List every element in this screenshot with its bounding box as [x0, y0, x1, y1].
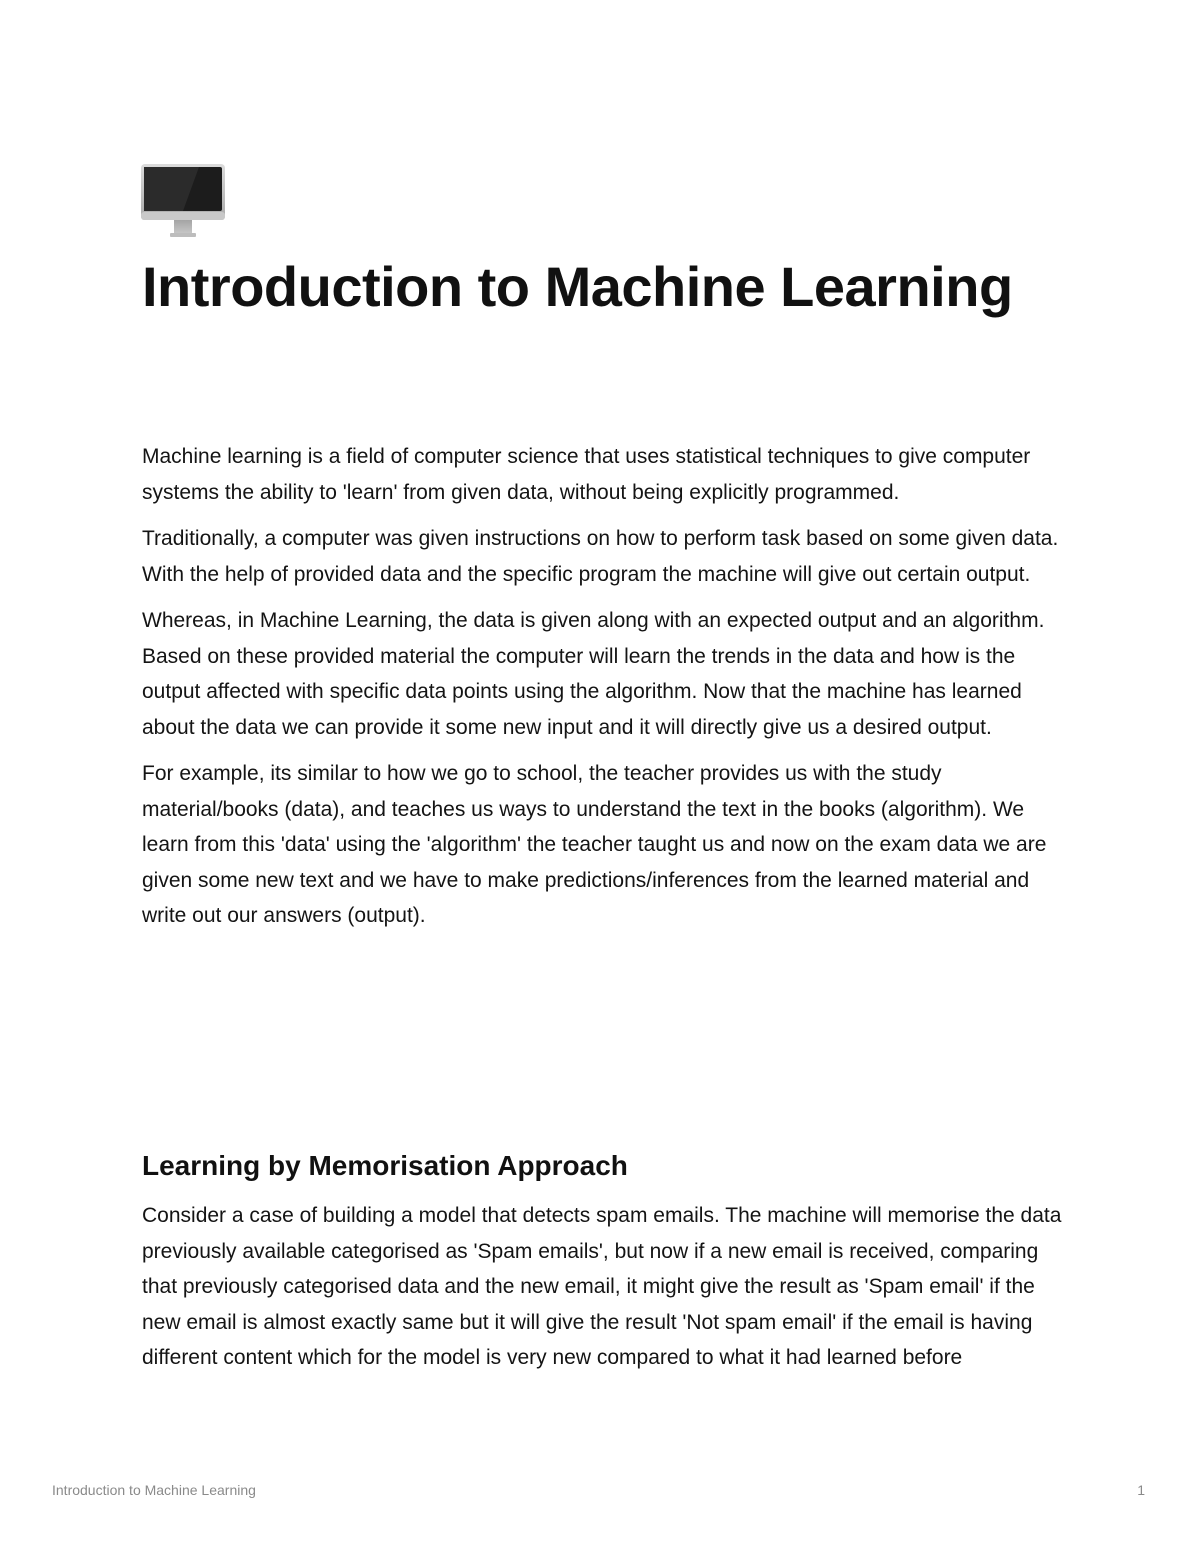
- paragraph: For example, its similar to how we go to school, the teacher provides us with the study material/books (data), and teaches us ways to understand the text in the books (algorithm). We learn from this 'data' using the 'algorithm' the teacher taught us and now on the exam data we are given some new text and we have to make predictions/inferences from the learned material and write out our answers (output).: [142, 762, 1047, 927]
- footer-document-title: Introduction to Machine Learning: [52, 1482, 256, 1498]
- paragraph: Traditionally, a computer was given instructions on how to perform task based on some given data. With the help of provided data and the specific program the machine will give out certain output.: [142, 527, 1059, 586]
- paragraph: Machine learning is a field of computer science that uses statistical techniques to give computer systems the ability to 'learn' from given data, without being explicitly programmed.: [142, 445, 1031, 504]
- section-heading: Learning by Memorisation Approach: [142, 1150, 628, 1181]
- page-title: Introduction to Machine Learning: [142, 255, 1013, 318]
- footer-page-number: 1: [1137, 1482, 1145, 1498]
- paragraph: Consider a case of building a model that detects spam emails. The machine will memorise the data previously available categorised as 'Spam emails', but now if a new email is received, comparing that previously categorised data and the new email, it might give the result as 'Spam email' if the new email is almost exactly same but it will give the result 'Not spam email' if the email is having different content which for the model is very new compared to what it had learned before: [142, 1204, 1062, 1369]
- desktop-computer-icon: [141, 162, 225, 238]
- section-body: [142, 1198, 1062, 1376]
- intro-body: [142, 439, 1062, 945]
- paragraph: Whereas, in Machine Learning, the data is given along with an expected output and an algorithm. Based on these provided material the computer will learn the trends in the data and how is the output affected with specific data points using the algorithm. Now that the machine has learned about the data we can provide it some new input and it will directly give us a desired output.: [142, 609, 1045, 739]
